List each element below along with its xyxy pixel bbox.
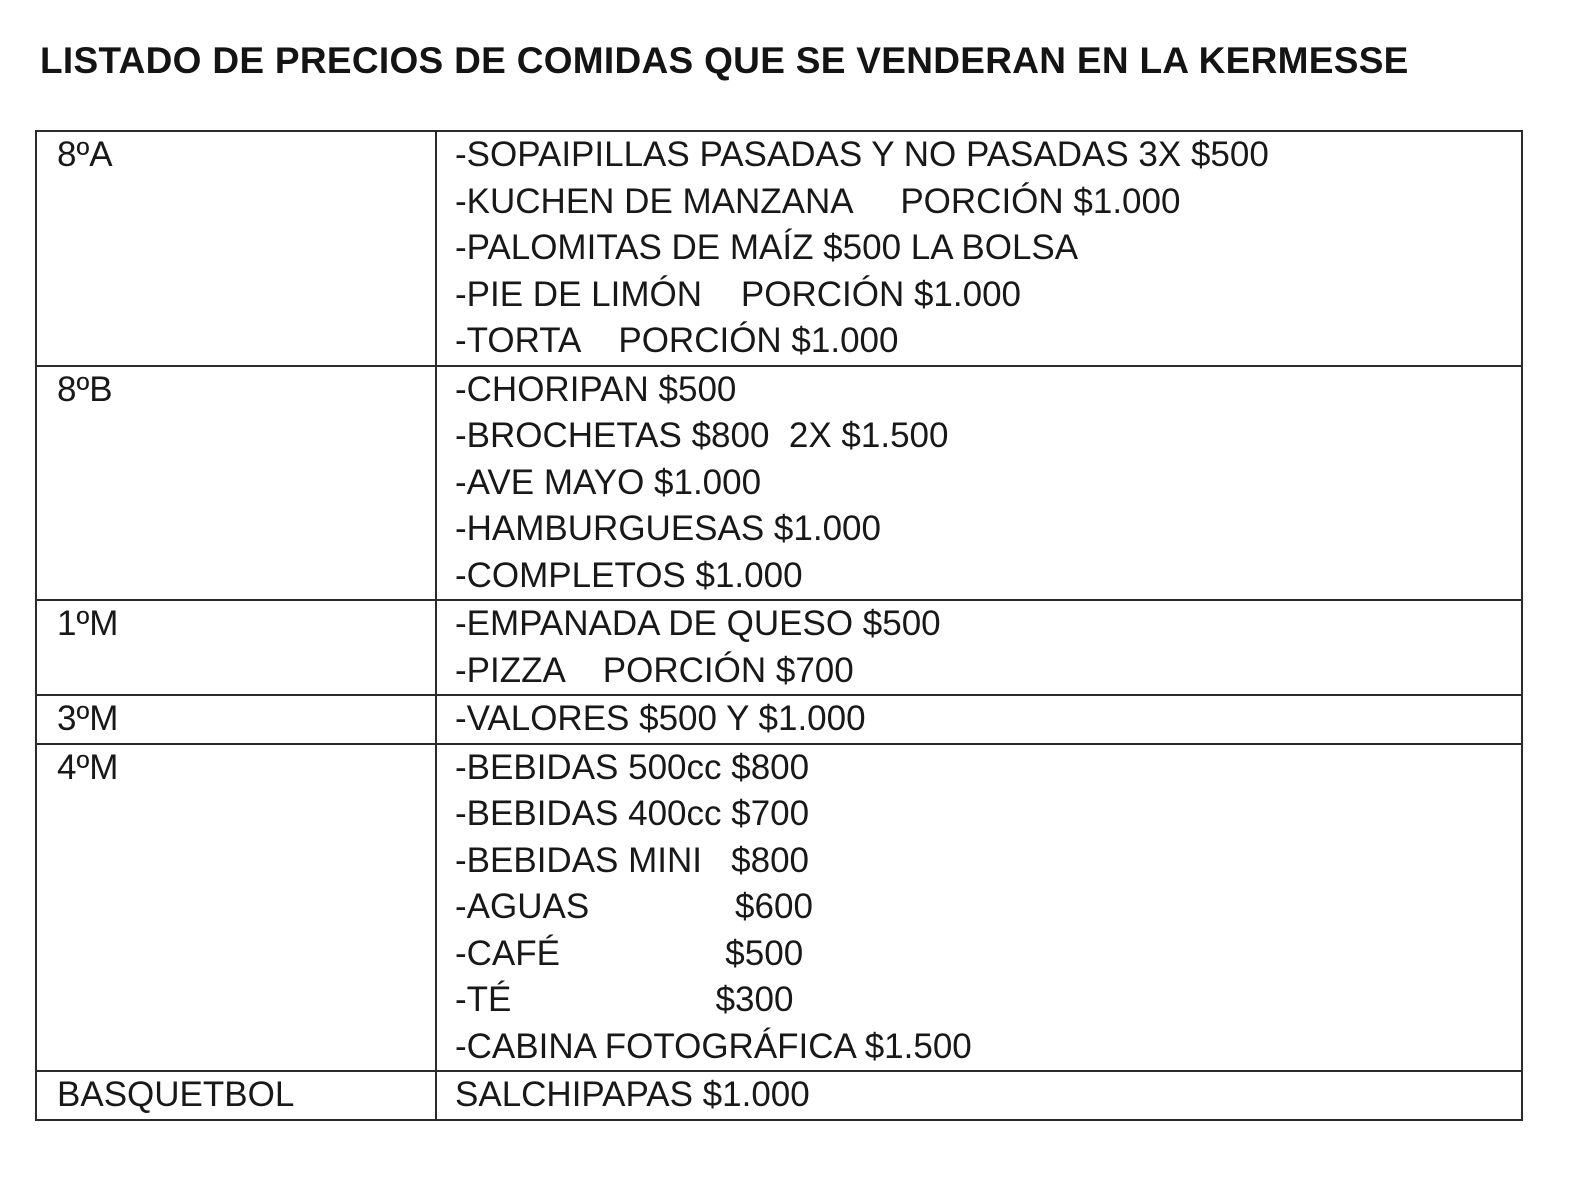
food-item-line: -CAFÉ $500: [455, 933, 804, 973]
class-group-cell: 8ºB: [36, 366, 436, 601]
food-item-line: -BEBIDAS 500cc $800: [455, 747, 810, 787]
class-group-cell: 3ºM: [36, 695, 436, 744]
food-item-line: -TÉ $300: [455, 980, 794, 1019]
class-group-cell: 1ºM: [36, 600, 436, 695]
table-row: [36, 1071, 1522, 1120]
price-table-body: [36, 131, 1522, 1120]
food-item-line: -HAMBURGUESAS $1.000: [455, 509, 881, 548]
price-table: [35, 130, 1523, 1121]
table-row: [36, 600, 1522, 695]
food-items-cell: [436, 744, 1522, 1072]
food-item-line: -PALOMITAS DE MAÍZ $500 LA BOLSA: [455, 228, 1079, 267]
class-group-cell: BASQUETBOL: [36, 1071, 436, 1120]
food-item-line: -PIE DE LIMÓN PORCIÓN $1.000: [455, 274, 1021, 314]
table-row: [36, 366, 1522, 601]
table-row: [36, 744, 1522, 1072]
page-title: LISTADO DE PRECIOS DE COMIDAS QUE SE VENDERAN EN LA KERMESSE: [40, 40, 1409, 81]
food-item-line: -COMPLETOS $1.000: [455, 555, 803, 595]
food-item-line: -CABINA FOTOGRÁFICA $1.500: [455, 1026, 972, 1066]
food-item-line: -CHORIPAN $500: [455, 369, 737, 409]
table-row: [36, 695, 1522, 744]
food-item-line: SALCHIPAPAS $1.000: [455, 1075, 810, 1114]
food-item-line: -PIZZA PORCIÓN $700: [455, 650, 854, 690]
food-item-line: -AGUAS $600: [455, 887, 813, 926]
table-row: [36, 131, 1522, 366]
food-item-line: -BROCHETAS $800 2X $1.500: [455, 416, 949, 455]
food-item-line: -SOPAIPILLAS PASADAS Y NO PASADAS 3X $500: [455, 135, 1269, 174]
food-items-cell: [436, 131, 1522, 366]
class-group-cell: 8ºA: [36, 131, 436, 366]
food-item-line: -VALORES $500 Y $1.000: [455, 699, 866, 738]
food-items-cell: [436, 600, 1522, 695]
food-items-cell: [436, 366, 1522, 601]
food-item-line: -AVE MAYO $1.000: [455, 462, 762, 502]
food-items-cell: [436, 1071, 1522, 1120]
class-group-cell: 4ºM: [36, 744, 436, 1072]
food-item-line: -BEBIDAS MINI $800: [455, 840, 810, 880]
food-item-line: -BEBIDAS 400cc $700: [455, 794, 810, 833]
food-item-line: -KUCHEN DE MANZANA PORCIÓN $1.000: [455, 181, 1181, 221]
food-item-line: -EMPANADA DE QUESO $500: [455, 604, 941, 643]
food-item-line: -TORTA PORCIÓN $1.000: [455, 321, 899, 360]
food-items-cell: [436, 695, 1522, 744]
